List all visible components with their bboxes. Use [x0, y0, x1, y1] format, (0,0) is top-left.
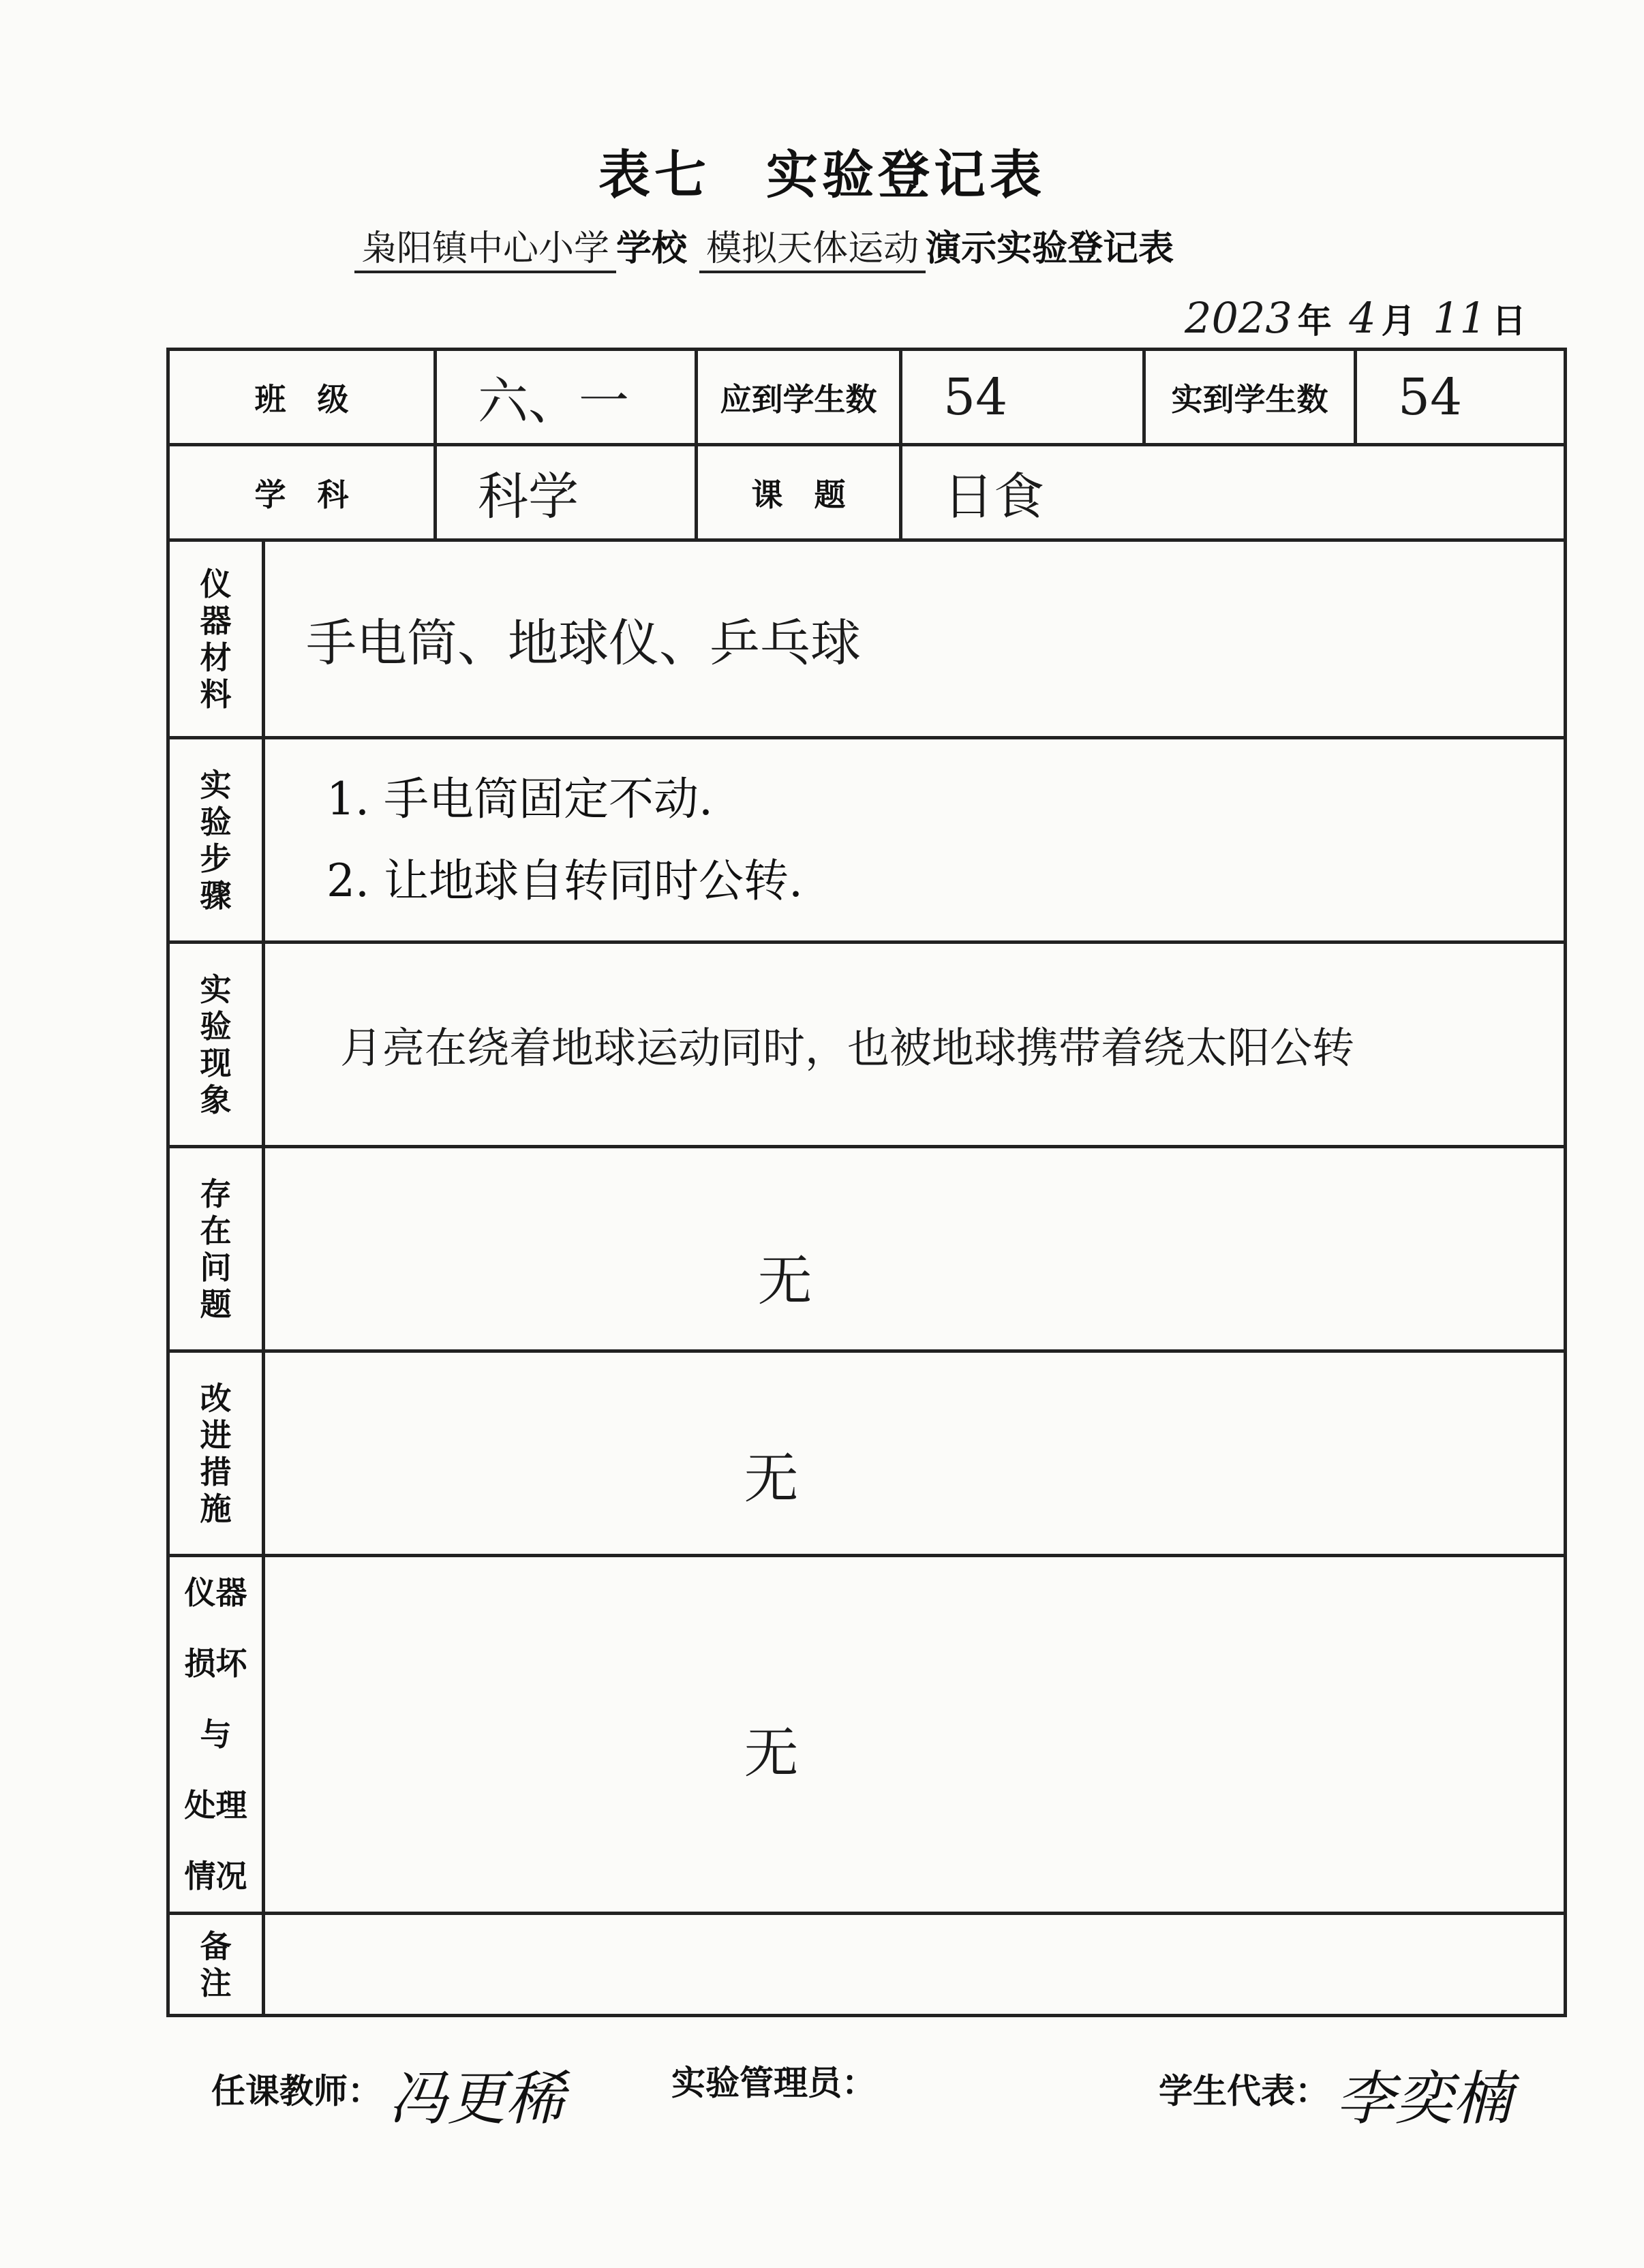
phenomenon-label-char: 实 [200, 970, 232, 1008]
problems-label-char: 问 [200, 1248, 232, 1286]
materials-label-char: 料 [200, 675, 232, 713]
student-signature-block [1159, 2051, 1512, 2136]
materials-label-char: 仪 [200, 565, 232, 602]
improvements-label-char: 措 [200, 1453, 232, 1490]
actual-students-value: 54 [1356, 350, 1566, 445]
steps-label [168, 738, 264, 943]
improvements-text: 无 [744, 1447, 799, 1510]
manager-signature-block [671, 2051, 883, 2119]
school-suffix: 学校 [616, 228, 688, 269]
remarks-label-char: 备 [200, 1927, 232, 1965]
registration-table [166, 348, 1567, 2017]
date-day-label: 日 [1492, 301, 1526, 341]
subject-value: 科学 [436, 445, 697, 540]
subject-label: 学 科 [168, 445, 436, 540]
remarks-label-char: 注 [200, 1964, 232, 2002]
remarks-value [264, 1914, 1566, 2016]
actual-students-label: 实到学生数 [1144, 350, 1356, 445]
teacher-signature: 冯更稀 [389, 2065, 564, 2133]
date-month: 4 [1349, 293, 1376, 343]
problems-label-char: 题 [200, 1285, 232, 1323]
date-month-label: 月 [1381, 301, 1416, 341]
class-label: 班 级 [168, 350, 436, 445]
improvements-label [168, 1351, 264, 1556]
problems-label-char: 在 [200, 1212, 232, 1249]
damage-label-line: 仪器 [184, 1574, 247, 1611]
manager-label: 实验管理员： [671, 2063, 876, 2103]
date-year: 2023 [1185, 293, 1292, 343]
improvements-label-char: 施 [200, 1490, 232, 1527]
date-year-label: 年 [1297, 301, 1332, 341]
experiment-name: 模拟天体运动 [699, 219, 926, 273]
phenomenon-label-char: 验 [200, 1007, 232, 1045]
improvements-label-char: 进 [200, 1416, 232, 1454]
class-value: 六、一 [436, 350, 697, 445]
damage-label-line: 情况 [184, 1858, 247, 1895]
student-signature: 李奕楠 [1336, 2065, 1512, 2133]
damage-label-line: 损坏 [184, 1645, 247, 1682]
steps-value [264, 738, 1566, 943]
date-line [1179, 293, 1526, 343]
expected-students-value: 54 [901, 350, 1144, 445]
materials-label-char: 材 [200, 639, 232, 676]
problems-text: 无 [757, 1249, 812, 1313]
improvements-value [264, 1351, 1566, 1556]
materials-label [168, 540, 264, 738]
topic-label: 课 题 [697, 445, 901, 540]
teacher-label: 任课教师： [211, 2071, 382, 2111]
damage-label-line: 与 [200, 1716, 232, 1753]
damage-value [264, 1556, 1566, 1914]
damage-label [168, 1556, 264, 1914]
teacher-signature-block [211, 2051, 564, 2136]
expected-students-label: 应到学生数 [697, 350, 901, 445]
remarks-label [168, 1914, 264, 2016]
phenomenon-label [168, 943, 264, 1147]
phenomenon-value: 月亮在绕着地球运动同时，也被地球携带着绕太阳公转 [264, 943, 1566, 1147]
damage-label-line: 处理 [184, 1787, 247, 1824]
student-label: 学生代表： [1159, 2071, 1329, 2111]
problems-value [264, 1147, 1566, 1351]
materials-label-char: 器 [200, 602, 232, 639]
step-item: 2. 让地球自转同时公转. [326, 854, 803, 907]
materials-value: 手电筒、地球仪、乒乓球 [264, 540, 1566, 738]
steps-label-char: 步 [200, 840, 232, 877]
subtitle [354, 219, 1174, 273]
phenomenon-label-char: 现 [200, 1044, 232, 1082]
damage-text: 无 [744, 1721, 799, 1785]
improvements-label-char: 改 [200, 1379, 232, 1417]
steps-label-char: 验 [200, 803, 232, 840]
date-day: 11 [1433, 293, 1487, 343]
page-title: 表七 实验登记表 [598, 144, 1046, 205]
topic-value: 日食 [901, 445, 1566, 540]
experiment-suffix: 演示实验登记表 [926, 228, 1174, 269]
problems-label-char: 存 [200, 1175, 232, 1212]
step-item: 1. 手电筒固定不动. [326, 772, 713, 825]
steps-label-char: 骤 [200, 876, 232, 914]
problems-label [168, 1147, 264, 1351]
phenomenon-label-char: 象 [200, 1081, 232, 1118]
steps-label-char: 实 [200, 766, 232, 803]
school-name: 枭阳镇中心小学 [354, 219, 616, 273]
